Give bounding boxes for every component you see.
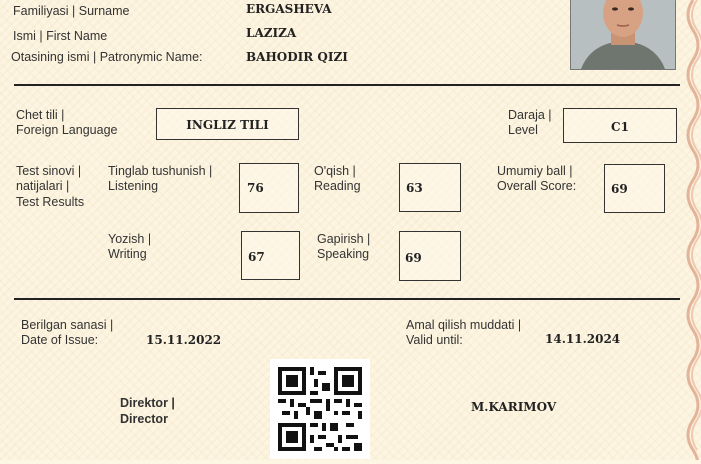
qr-code-icon[interactable]: [270, 359, 370, 459]
divider-bottom: [14, 298, 680, 300]
writing-label-en: Writing: [108, 247, 147, 261]
speaking-score: 69: [405, 251, 422, 265]
level-box: [563, 108, 677, 143]
overall-label-en: Overall Score:: [497, 179, 577, 193]
writing-score-box: [241, 231, 300, 280]
test-results-label-1: Test sinovi |: [16, 164, 82, 178]
overall-score: 69: [611, 182, 628, 196]
reading-score: 63: [406, 181, 423, 195]
overall-label-uz: Umumiy ball |: [497, 164, 573, 178]
director-label-en: Director: [120, 412, 168, 426]
guilloche-border: [679, 0, 701, 460]
listening-label-uz: Tinglab tushunish |: [108, 164, 213, 178]
listening-score-box: [239, 163, 299, 213]
test-results-label-2: natijalari |: [16, 179, 70, 193]
valid-until-label-en: Valid until:: [406, 333, 463, 347]
foreign-language-label-uz: Chet tili |: [16, 108, 65, 122]
speaking-label-en: Speaking: [317, 247, 370, 261]
divider-top: [14, 84, 680, 86]
patronymic-label: Otasining ismi | Patronymic Name:: [11, 50, 203, 64]
speaking-label-uz: Gapirish |: [317, 232, 371, 246]
director-label-uz: Direktor |: [120, 396, 175, 410]
test-results-label-3: Test Results: [16, 195, 85, 209]
surname-label: Familiyasi | Surname: [13, 4, 130, 18]
issue-date-label-en: Date of Issue:: [21, 333, 99, 347]
listening-score: 76: [247, 181, 264, 195]
valid-until-value: 14.11.2024: [545, 332, 621, 346]
portrait-photo-icon: [570, 0, 676, 70]
level-value: C1: [611, 120, 629, 134]
writing-score: 67: [248, 250, 265, 264]
first-name-value: LAZIZA: [246, 26, 297, 40]
first-name-label: Ismi | First Name: [13, 29, 108, 43]
issue-date-value: 15.11.2022: [146, 333, 222, 347]
level-label-uz: Daraja |: [508, 108, 552, 122]
reading-label-en: Reading: [314, 179, 361, 193]
listening-label-en: Listening: [108, 179, 159, 193]
foreign-language-box: [156, 108, 299, 140]
foreign-language-label-en: Foreign Language: [16, 123, 118, 137]
director-name: M.KARIMOV: [471, 400, 557, 414]
reading-label-uz: O'qish |: [314, 164, 356, 178]
reading-score-box: [399, 163, 461, 212]
overall-score-box: [604, 164, 665, 213]
valid-until-label-uz: Amal qilish muddati |: [406, 318, 522, 332]
writing-label-uz: Yozish |: [108, 232, 152, 246]
patronymic-value: BAHODIR QIZI: [246, 50, 348, 64]
surname-value: ERGASHEVA: [246, 2, 332, 16]
foreign-language-value: INGLIZ TILI: [186, 118, 269, 132]
issue-date-label-uz: Berilgan sanasi |: [21, 318, 114, 332]
speaking-score-box: [399, 231, 461, 281]
level-label-en: Level: [508, 123, 538, 137]
